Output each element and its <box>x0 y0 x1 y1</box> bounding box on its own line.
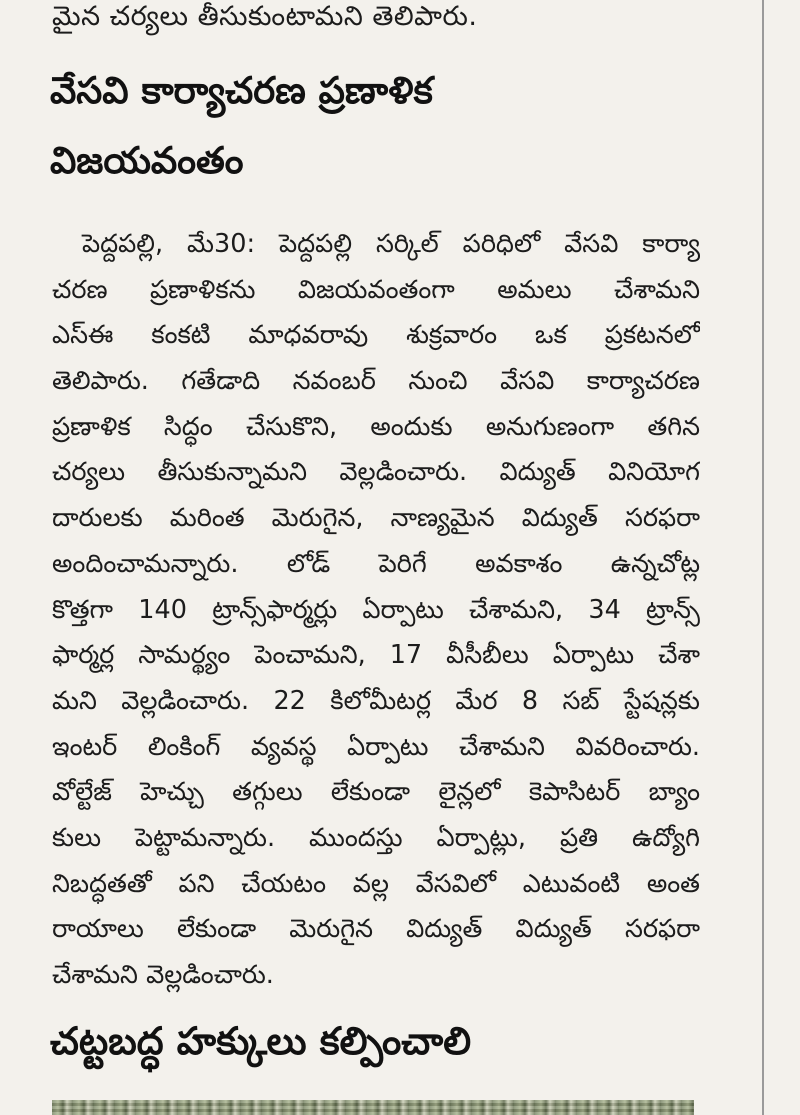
article-body <box>52 222 700 999</box>
article-body-line: చర్యలు తీసుకున్నామని వెల్లడించారు. విద్యుత్ వినియోగ <box>52 457 700 488</box>
article-body-line: మని వెల్లడించారు. 22 కిలోమీటర్ల మేర 8 సబ్ స్టేషన్లకు <box>52 685 700 716</box>
article-body-line: తెలిపారు. గతేడాది నవంబర్ నుంచి వేసవి కార్యాచరణ <box>52 366 700 397</box>
column-divider <box>762 0 764 1115</box>
article-body-line: నిబద్ధతతో పని చేయటం వల్ల వేసవిలో ఎటువంటి అంత <box>52 868 700 899</box>
news-photo-strip <box>52 1100 694 1115</box>
article-body-line: కొత్తగా 140 ట్రాన్స్‌ఫార్మర్లు ఏర్పాటు చేశామని, 34 ట్రాన్స్ <box>52 594 700 625</box>
article-body-line: వోల్టేజ్ హెచ్చు తగ్గులు లేకుండా లైన్లలో కెపాసిటర్ బ్యాం <box>52 777 700 808</box>
article-body-line: చేశామని వెల్లడించారు. <box>52 960 274 990</box>
article-body-line: అందించామన్నారు. లోడ్ పెరిగే అవకాశం ఉన్నచోట్ల <box>52 548 700 579</box>
article-body-line: చరణ ప్రణాళికను విజయవంతంగా అమలు చేశామని <box>52 274 700 305</box>
article-body-line: రాయాలు లేకుండా మెరుగైన విద్యుత్ విద్యుత్ సరఫరా <box>52 914 700 945</box>
continued-text-line: మైన చర్యలు తీసుకుంటామని తెలిపారు. <box>52 1 478 32</box>
article-headline-line-1: వేసవి కార్యాచరణ ప్రణాళిక <box>50 69 433 112</box>
article-body-line: పెద్దపల్లి, మే30: పెద్దపల్లి సర్కిల్ పరిధిలో వేసవి కార్యా <box>82 229 700 259</box>
article-body-line: ఎస్ఈ కంకటి మాధవరావు శుక్రవారం ఒక ప్రకటనలో <box>52 320 700 351</box>
article-body-line: ఫార్మర్ల సామర్థ్యం పెంచామని, 17 వీసీబీలు ఏర్పాటు చేశా <box>52 640 700 671</box>
article-body-line: ఇంటర్ లింకింగ్ వ్యవస్థ ఏర్పాటు చేశామని వివరించారు. <box>52 731 700 762</box>
article-body-line: కులు పెట్టామన్నారు. ముందస్తు ఏర్పాట్లు, ప్రతి ఉద్యోగి <box>52 822 700 853</box>
article-headline-line-2: విజయవంతం <box>50 139 244 182</box>
article-body-line: దారులకు మరింత మెరుగైన, నాణ్యమైన విద్యుత్ సరఫరా <box>52 503 700 534</box>
article-body-line: ప్రణాళిక సిద్ధం చేసుకొని, అందుకు అనుగుణంగా తగిన <box>52 411 700 442</box>
next-article-headline: చట్టబద్ధ హక్కులు కల్పించాలి <box>50 1019 472 1063</box>
